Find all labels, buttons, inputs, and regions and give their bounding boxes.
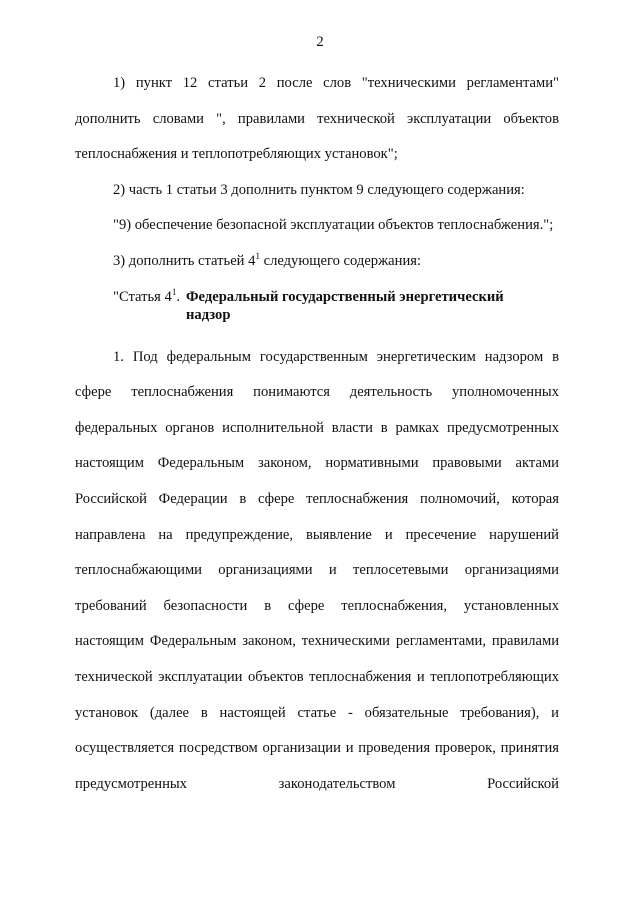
page-number: 2	[316, 34, 324, 50]
article-label-text: "Статья 4	[113, 288, 172, 305]
article-label-dot: .	[176, 288, 181, 305]
article-heading	[75, 280, 559, 340]
document-body	[75, 66, 559, 802]
paragraph-item-3-text: 3) дополнить статьей 4	[113, 252, 256, 269]
article-label-superscript: 1	[171, 286, 177, 297]
article-paragraph-1: 1. Под федеральным государственным энергетическим надзором в сфере теплоснабжения понимаются деятельность уполномоченных федеральных органов исполнительной власти в рамках предусмотренных настоящим Федеральным законом, нормативными правовыми актами Российской Федерации в сфере теплоснабжения полномочий, которая направлена на предупреждение, выявление и пресечение нарушений теплоснабжающими организациями и теплосетевыми организациями требований безопасности в сфере теплоснабжения, установленных настоящим Федеральным законом, техническими регламентами, правилами технической эксплуатации объектов теплоснабжения и теплопотребляющих установок (далее в настоящей статье - обязательные требования), и осуществляется посредством организации и проведения проверок, принятия предусмотренных законодательством Российской	[75, 348, 559, 792]
paragraph-item-2: 2) часть 1 статьи 3 дополнить пунктом 9 следующего содержания:	[113, 181, 525, 198]
article-title: Федеральный государственный энергетический надзор	[186, 288, 504, 323]
paragraph-item-3-text-end: следующего содержания:	[259, 252, 422, 269]
article-label	[113, 288, 180, 324]
paragraph-item-1: 1) пункт 12 статьи 2 после слов "техническими регламентами" дополнить словами ", правилами технической эксплуатации объектов теплоснабжения и теплопотребляющих установок";	[75, 75, 559, 163]
paragraph-quote-item-9: "9) обеспечение безопасной эксплуатации объектов теплоснабжения.";	[113, 217, 554, 234]
paragraph-item-3	[75, 244, 559, 280]
superscript-marker: 1	[255, 251, 260, 262]
